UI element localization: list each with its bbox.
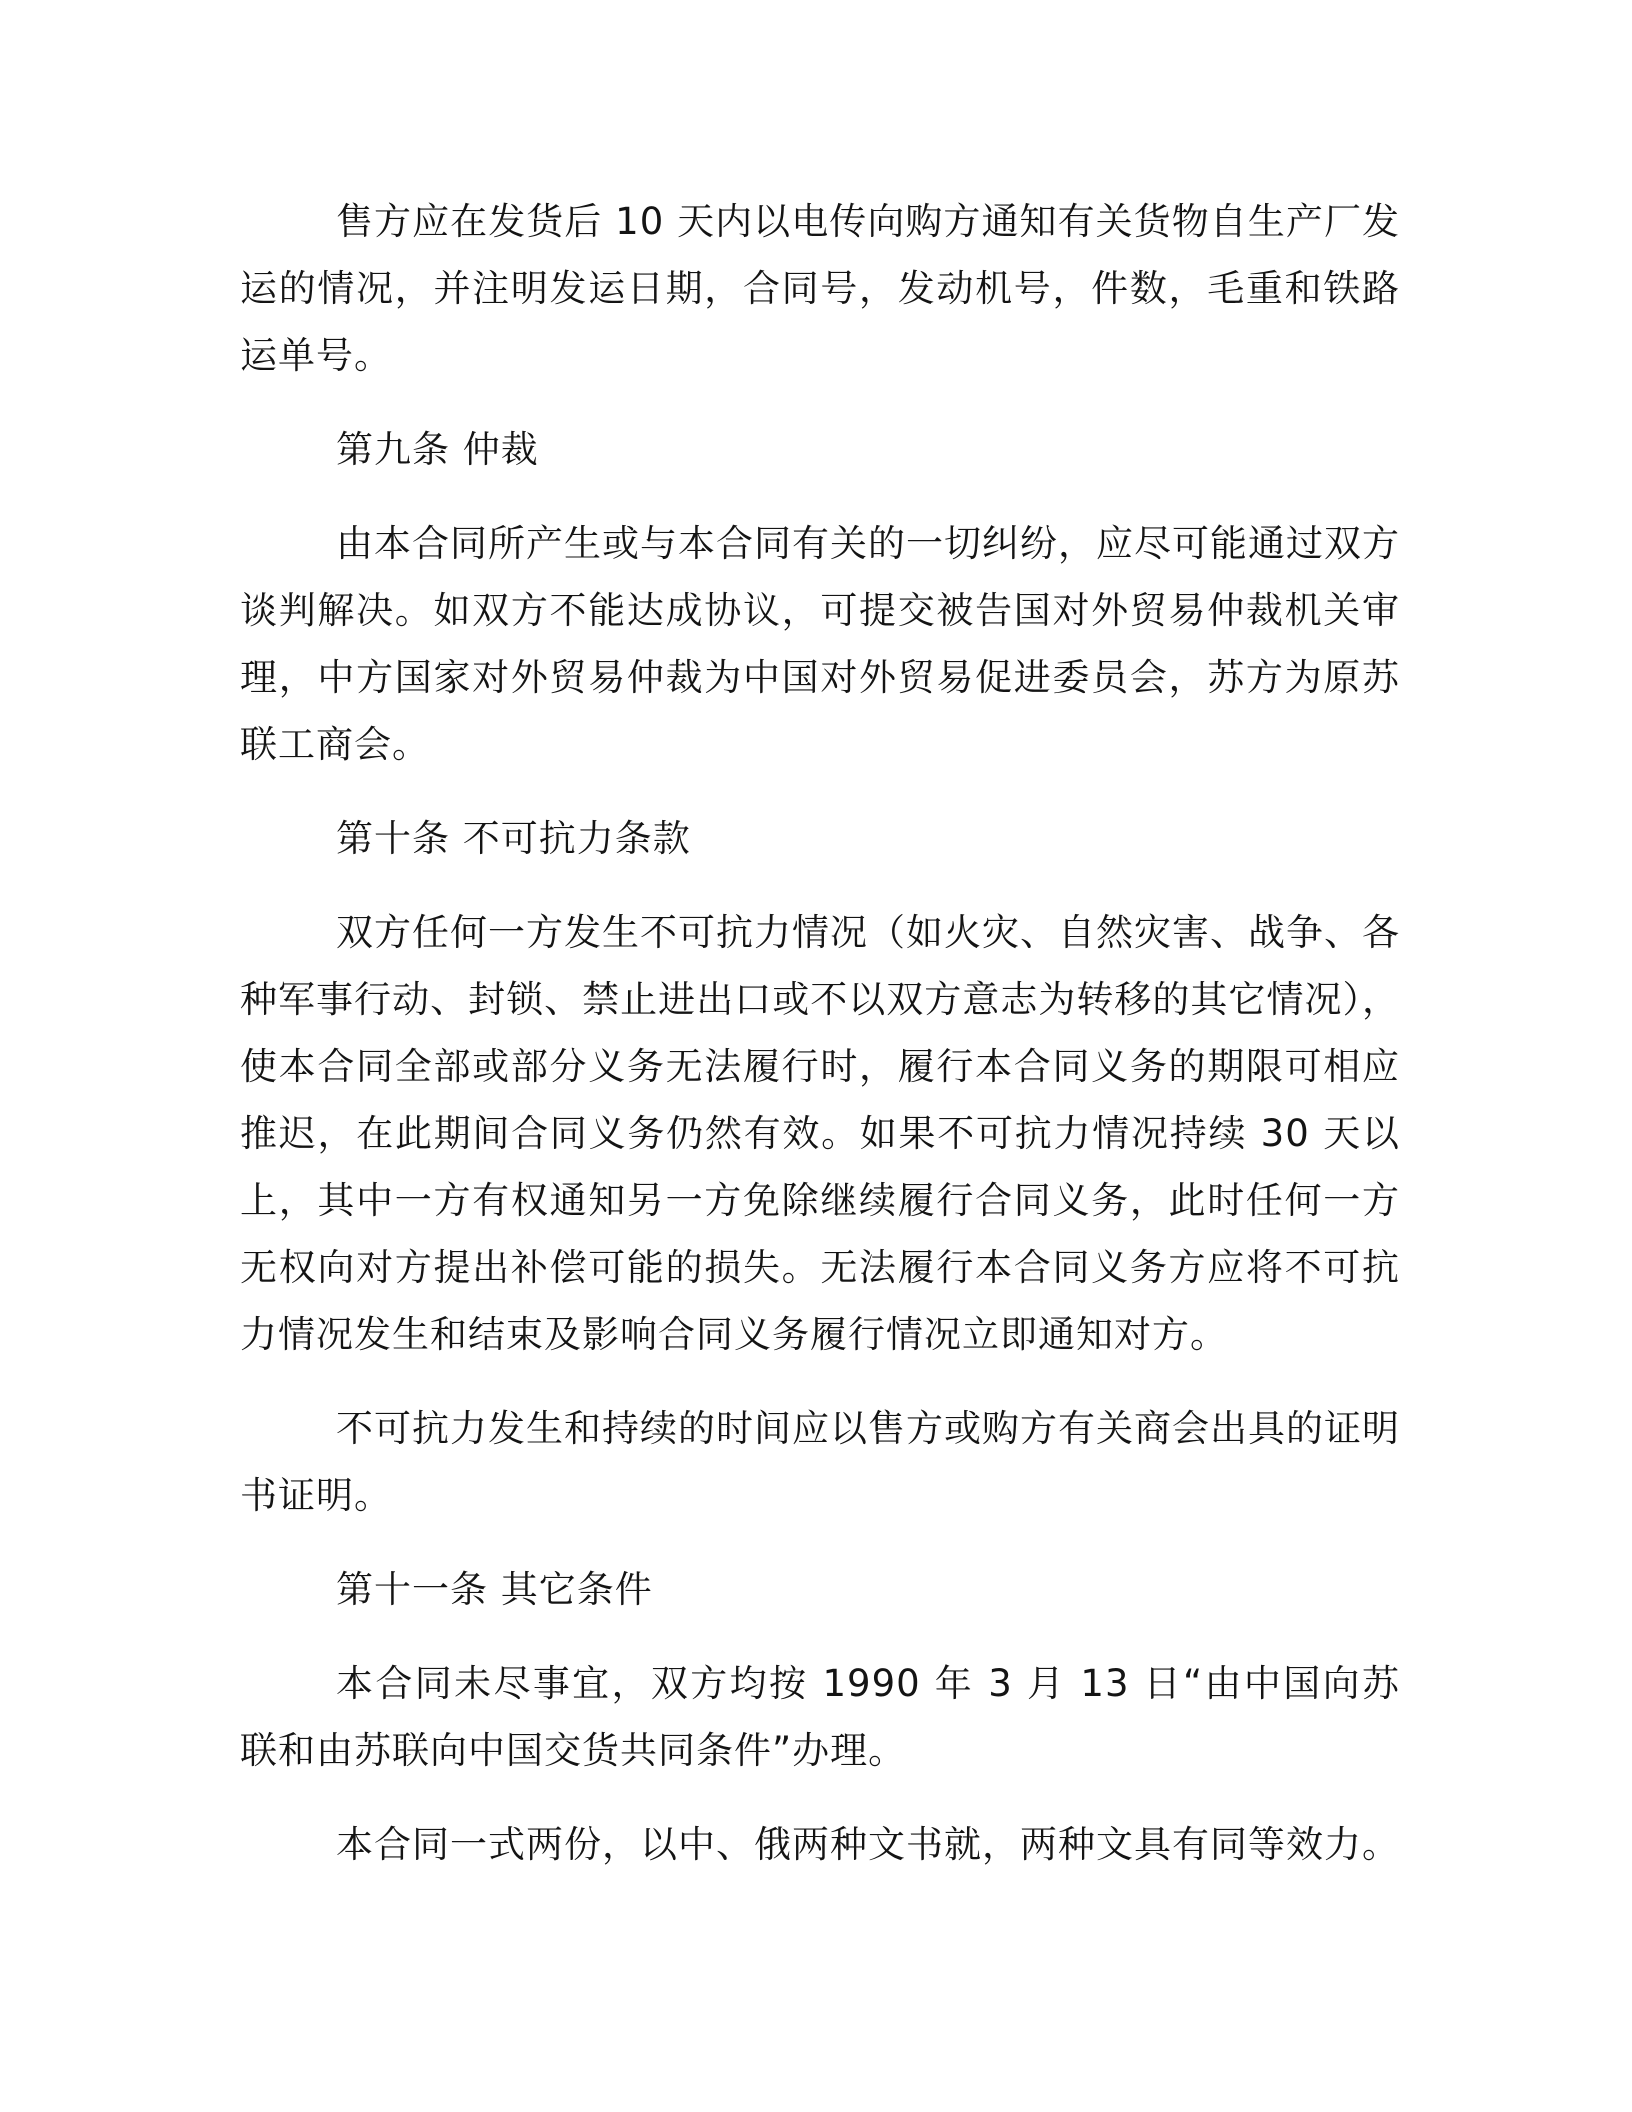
paragraph-copies: 本合同一式两份，以中、俄两种文书就，两种文具有同等效力。 (336, 1823, 1400, 1866)
heading-article-10: 第十条 不可抗力条款 (336, 817, 691, 860)
paragraph-other-terms: 本合同未尽事宜，双方均按 1990 年 3 月 13 日“由中国向苏联和由苏联向中国交货共同条件”办理。 (240, 1662, 1400, 1772)
heading-article-11: 第十一条 其它条件 (336, 1568, 653, 1611)
heading-article-9: 第九条 仲裁 (336, 428, 539, 471)
paragraph-force-majeure: 双方任何一方发生不可抗力情况（如火灾、自然灾害、战争、各种军事行动、封锁、禁止进出口或不以双方意志为转移的其它情况），使本合同全部或部分义务无法履行时，履行本合同义务的期限可相应推迟，在此期间合同义务仍然有效。如果不可抗力情况持续 30 天以上，其中一方有权通知另一方免除继续履行合同义务，此时任何一方无权向对方提出补偿可能的损失。无法履行本合同义务方应将不可抗力情况发生和结束及影响合同义务履行情况立即通知对方。 (240, 911, 1400, 1356)
paragraph-arbitration: 由本合同所产生或与本合同有关的一切纠纷，应尽可能通过双方谈判解决。如双方不能达成协议，可提交被告国对外贸易仲裁机关审理，中方国家对外贸易仲裁为中国对外贸易促进委员会，苏方为原苏联工商会。 (240, 522, 1400, 766)
paragraph-force-majeure-proof: 不可抗力发生和持续的时间应以售方或购方有关商会出具的证明书证明。 (240, 1407, 1400, 1517)
document-body (240, 188, 1400, 1878)
paragraph-shipment-notice: 售方应在发货后 10 天内以电传向购方通知有关货物自生产厂发运的情况，并注明发运日期，合同号，发动机号，件数，毛重和铁路运单号。 (240, 200, 1400, 377)
